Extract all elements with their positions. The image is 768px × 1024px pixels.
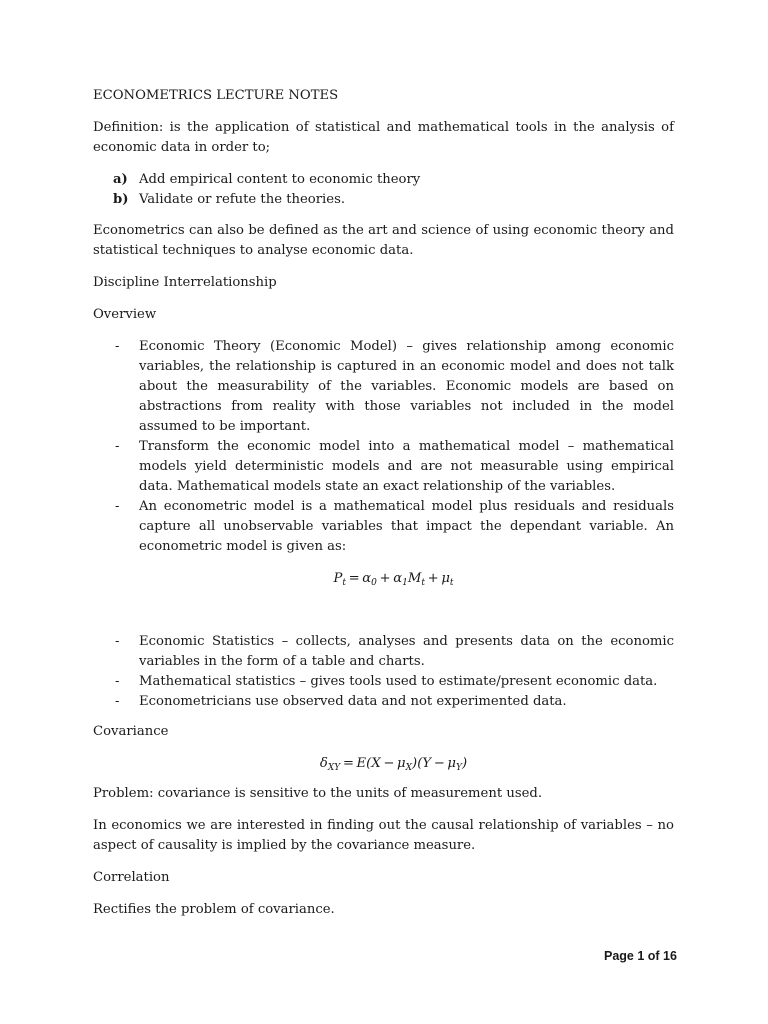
- list-item-text: Validate or refute the theories.: [139, 192, 346, 207]
- list-item-text: Economic Statistics – collects, analyses and presents data on the economic variables in the form of a table and charts.: [139, 634, 674, 669]
- aims-list: [93, 170, 674, 210]
- bullet-dash: -: [115, 674, 120, 689]
- list-item-text: Mathematical statistics – gives tools used to estimate/present economic data.: [139, 674, 658, 689]
- bullet-dash: -: [115, 339, 120, 354]
- list-item-text: Transform the economic model into a mathematical model – mathematical models yield deterministic models and are not measurable using empirical data. Mathematical models state an exact relationship of the variables.: [139, 439, 674, 494]
- correlation-paragraph: Rectifies the problem of covariance.: [93, 902, 335, 917]
- list-item: [93, 692, 674, 712]
- bullet-dash: -: [115, 694, 120, 709]
- covariance-heading: Covariance: [93, 724, 169, 739]
- list-item: [93, 170, 674, 190]
- definition-paragraph: Definition: is the application of statistical and mathematical tools in the analysis of economic data in order to;: [93, 120, 674, 155]
- page-content: [93, 86, 674, 932]
- list-item: [93, 437, 674, 497]
- bullet-dash: -: [115, 499, 120, 514]
- correlation-heading: Correlation: [93, 870, 170, 885]
- page-number: Page 1 of 16: [604, 949, 677, 963]
- list-item-text: An econometric model is a mathematical model plus residuals and residuals capture all unobservable variables that impact the dependant variable. An econometric model is given as:: [139, 499, 674, 554]
- list-item-text: Economic Theory (Economic Model) – gives relationship among economic variables, the relationship is captured in an economic model and does not talk about the measurability of the variables. Economic models are based on abstractions from reality with those variables not included in the model assumed to be important.: [139, 339, 674, 434]
- alt-definition-paragraph: Econometrics can also be defined as the art and science of using economic theory and statistical techniques to analyse economic data.: [93, 223, 674, 258]
- list-item: [93, 190, 674, 210]
- list-item: [93, 632, 674, 672]
- overview-list: [93, 337, 674, 557]
- causality-paragraph: In economics we are interested in finding out the causal relationship of variables – no aspect of causality is implied by the covariance measure.: [93, 818, 674, 853]
- econometric-model-equation: $P_t = \alpha_0 + \alpha_1M_t + \mu_t$: [333, 571, 454, 588]
- list-item-text: Add empirical content to economic theory: [139, 172, 421, 187]
- list-item: [93, 497, 674, 557]
- list-marker: a): [113, 172, 128, 187]
- statistics-list: [93, 632, 674, 712]
- list-item: [93, 672, 674, 692]
- list-marker: b): [113, 192, 129, 207]
- discipline-heading: Discipline Interrelationship: [93, 275, 277, 290]
- bullet-dash: -: [115, 439, 120, 454]
- covariance-problem: Problem: covariance is sensitive to the units of measurement used.: [93, 786, 543, 801]
- overview-heading: Overview: [93, 307, 157, 322]
- list-item: [93, 337, 674, 437]
- bullet-dash: -: [115, 634, 120, 649]
- covariance-equation: $\delta_{XY} = E(X - \mu_X)(Y - \mu_Y)$: [319, 756, 468, 773]
- list-item-text: Econometricians use observed data and not experimented data.: [139, 694, 567, 709]
- document-title: ECONOMETRICS LECTURE NOTES: [93, 88, 339, 103]
